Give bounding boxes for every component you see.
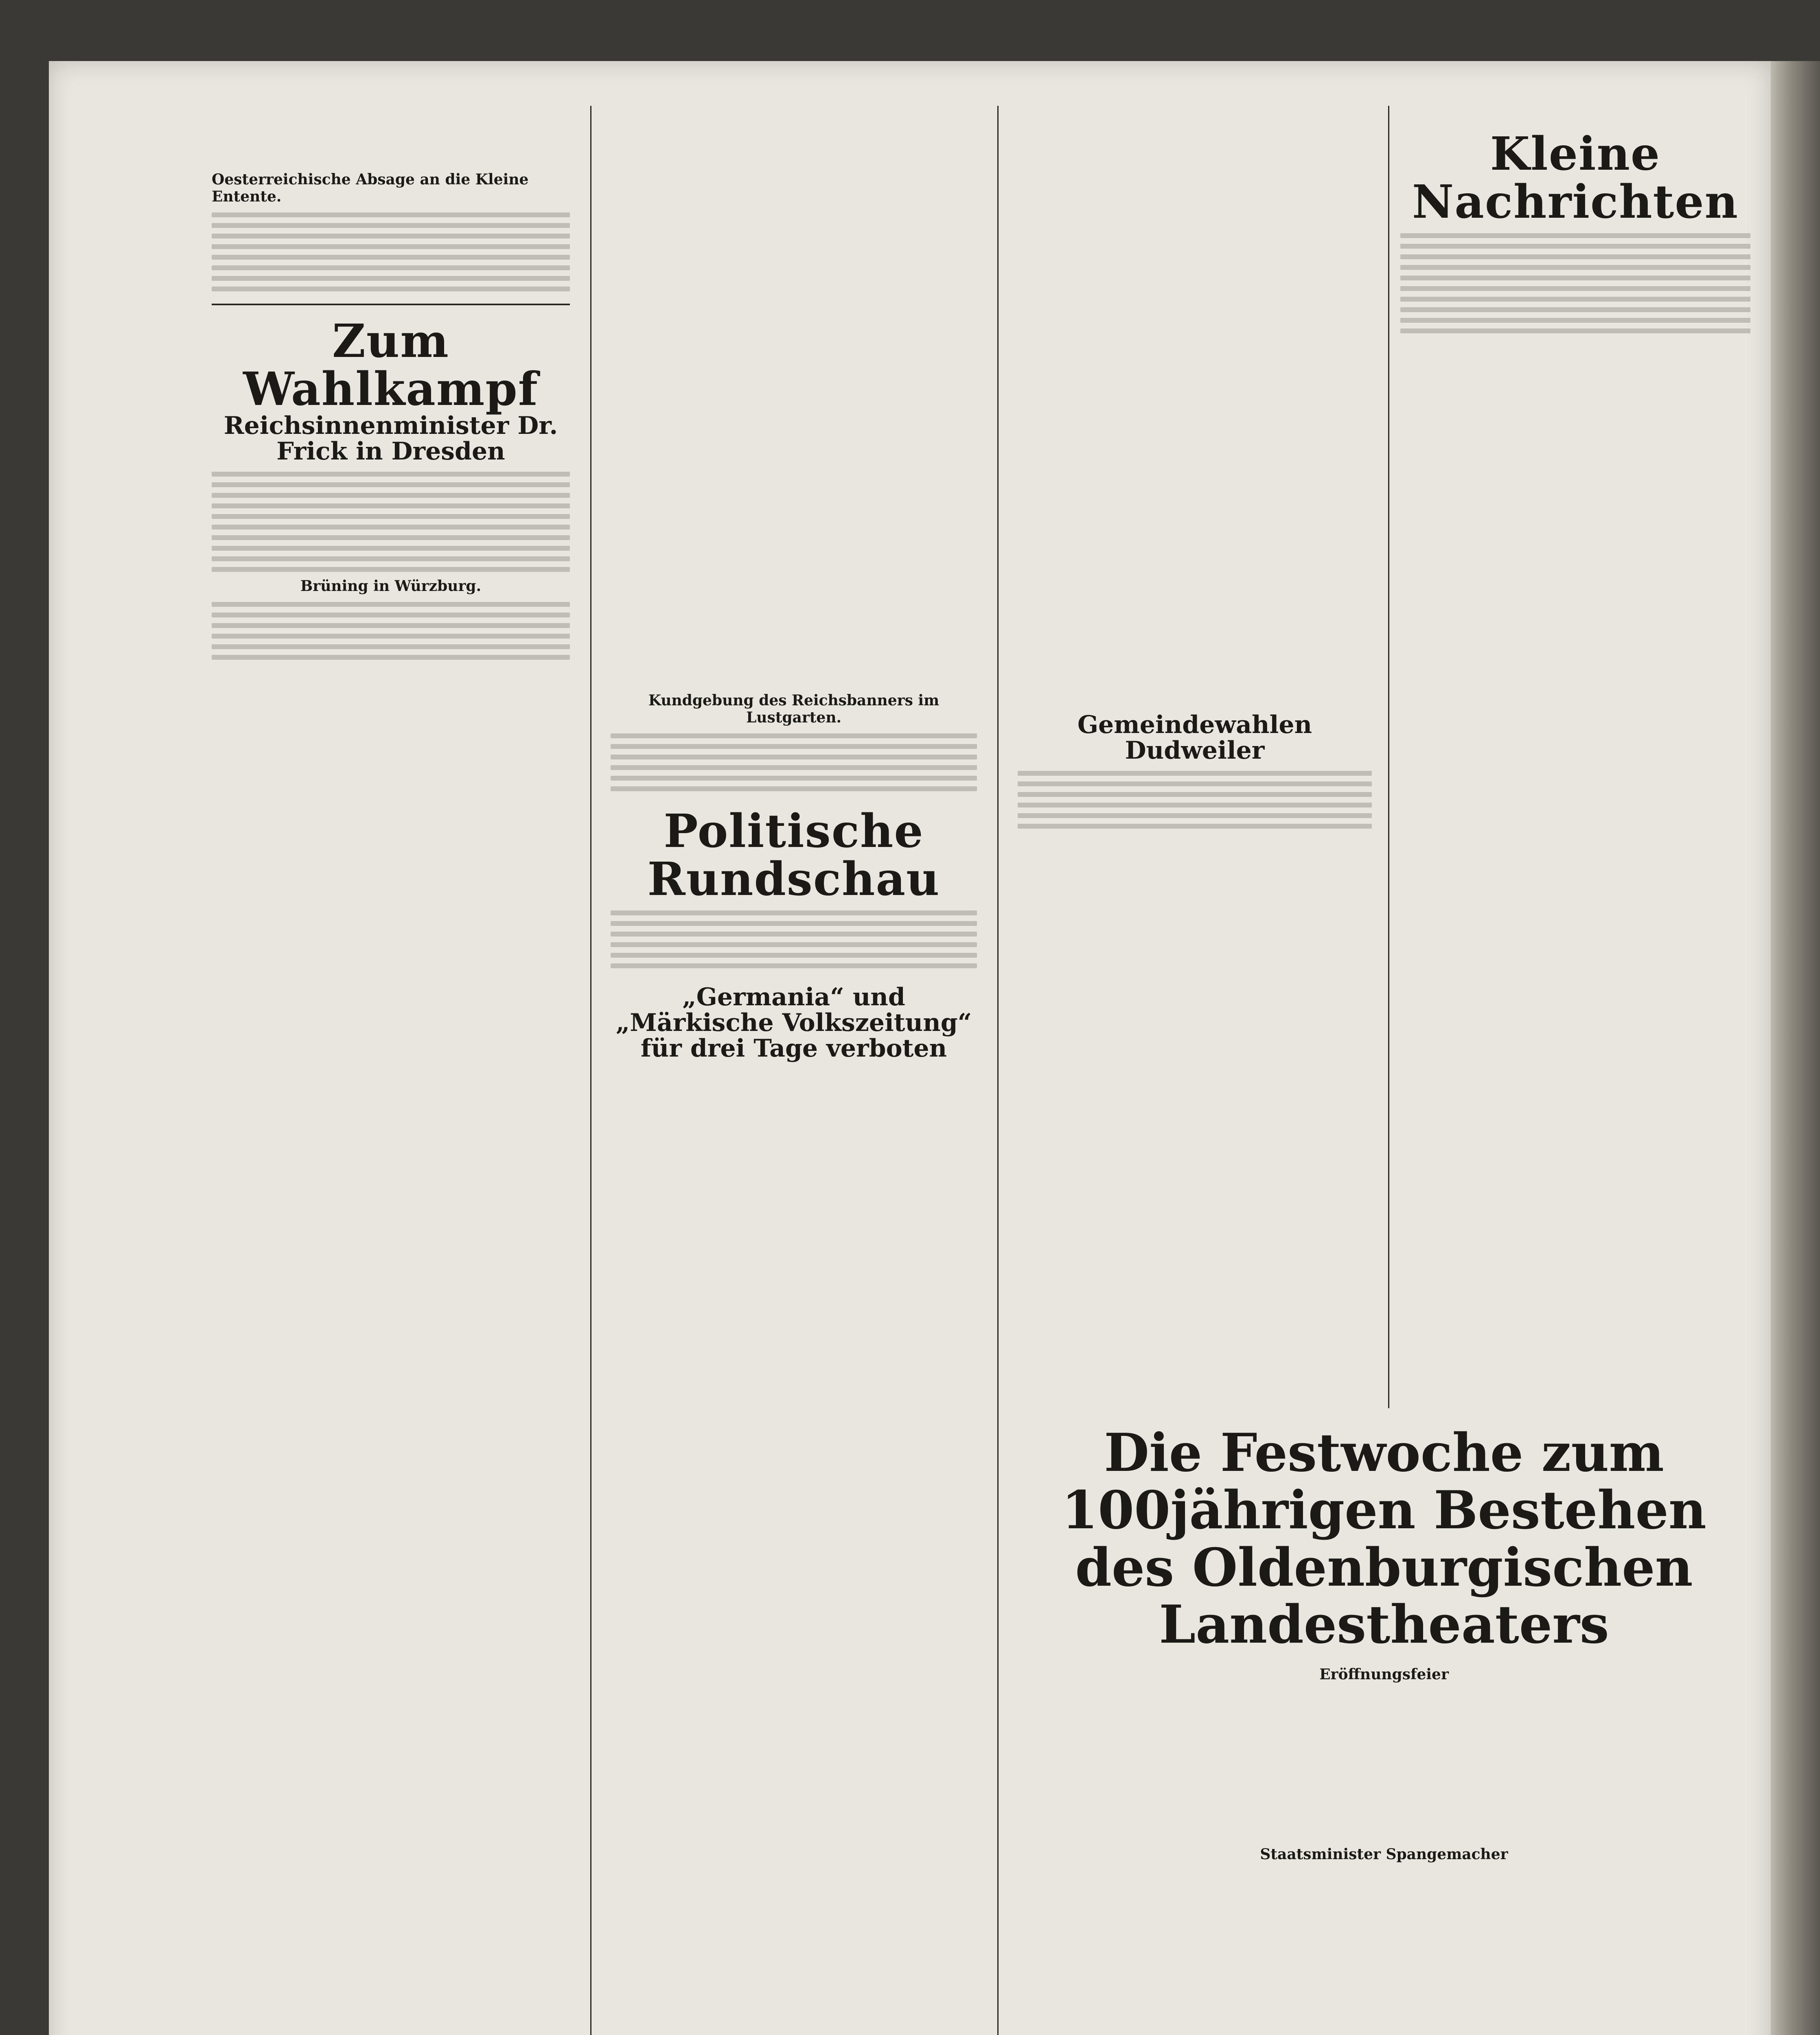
article-text-placeholder bbox=[212, 212, 570, 291]
headline-dudweiler: Gemeindewahlen Dudweiler bbox=[1077, 711, 1312, 765]
subhead-bruening: Brüning in Würzburg. bbox=[300, 578, 482, 595]
article-text-placeholder bbox=[212, 472, 570, 572]
subhead-spangemacher: Staatsminister Spangemacher bbox=[1260, 1846, 1508, 1863]
section-rule bbox=[212, 304, 570, 305]
subhead-eroeffnung: Eröffnungsfeier bbox=[1319, 1666, 1449, 1683]
article-text-placeholder bbox=[212, 602, 570, 660]
column-2 bbox=[611, 692, 977, 1061]
subhead-reichsbanner: Kundgebung des Reichsbanners im Lustgarten. bbox=[648, 692, 940, 726]
headline-kleine-nachrichten: Kleine Nachrichten bbox=[1412, 127, 1739, 229]
article-text-placeholder bbox=[1018, 771, 1372, 829]
column-4 bbox=[1400, 127, 1750, 339]
article-text-placeholder bbox=[611, 733, 977, 791]
headline-frick: Reichsinnenminister Dr. Frick in Dresden bbox=[223, 411, 558, 466]
headline-germania: „Germania“ und „Märkische Volkszeitung“ für drei Tage verboten bbox=[615, 983, 972, 1063]
headline-rundschau: Politische Rundschau bbox=[647, 805, 940, 906]
headline-wahlkampf: Zum Wahlkampf bbox=[243, 315, 539, 416]
article-text-placeholder bbox=[611, 910, 977, 968]
column-rule-1 bbox=[590, 106, 591, 2035]
column-1 bbox=[212, 171, 570, 665]
column-rule-3 bbox=[1388, 106, 1389, 1408]
column-rule-2 bbox=[997, 106, 999, 2035]
book-binding bbox=[1771, 61, 1820, 2035]
article-text-placeholder bbox=[1400, 233, 1750, 333]
festwoche-article bbox=[1018, 1424, 1750, 1863]
column-3 bbox=[1018, 712, 1372, 834]
subhead-oesterreich: Oesterreichische Absage an die Kleine Entente. bbox=[212, 171, 529, 205]
headline-festwoche: Die Festwoche zum 100jährigen Bestehen des Oldenburgischen Landestheaters bbox=[1062, 1422, 1706, 1656]
